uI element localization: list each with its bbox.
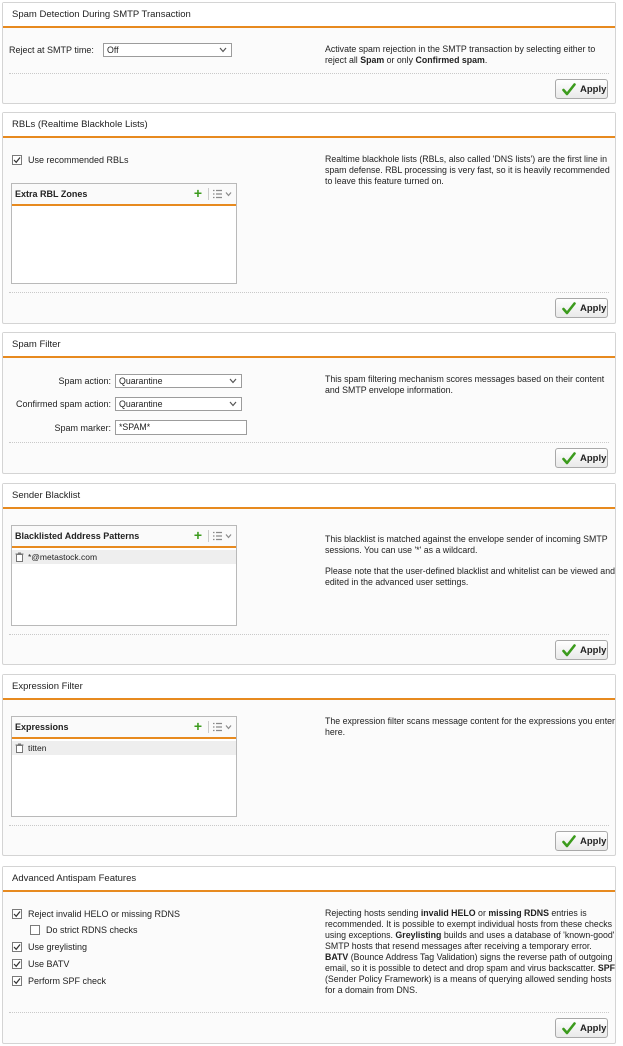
list-item-text: *@metastock.com (28, 552, 98, 562)
spam-filter-panel (2, 332, 616, 474)
reject-select-value: Off (107, 45, 119, 55)
checkmark-icon (562, 1022, 576, 1035)
use-greylisting-label: Use greylisting (28, 942, 88, 952)
sender-blacklist-panel (2, 483, 616, 665)
strict-rdns-checkbox[interactable] (30, 925, 40, 935)
expressions-list (11, 716, 237, 817)
add-icon[interactable]: + (193, 718, 202, 734)
spf-check-label: Perform SPF check (28, 976, 107, 986)
checkmark-icon (13, 960, 21, 968)
expression-filter-title: Expression Filter (3, 675, 615, 700)
spam-action-value: Quarantine (119, 376, 163, 386)
spam-filter-apply-button[interactable] (555, 448, 608, 468)
reject-select[interactable] (103, 43, 232, 57)
expression-apply-button[interactable] (555, 831, 608, 851)
checkmark-icon (562, 302, 576, 315)
rbl-description: Realtime blackhole lists (RBLs, also called 'DNS lists') are the first line in spam defense. RBL processing is very fast, so it is heavily recommended to leave this feature turned on. (325, 154, 610, 186)
list-menu-icon[interactable] (212, 531, 232, 541)
list-item[interactable] (12, 550, 236, 564)
use-batv-checkbox[interactable] (12, 959, 22, 969)
list-item-text: titten (28, 743, 47, 753)
use-batv-label: Use BATV (28, 959, 70, 969)
blacklist-patterns-list (11, 525, 237, 626)
apply-label: Apply (580, 84, 607, 95)
blacklist-patterns-title: Blacklisted Address Patterns (15, 531, 140, 541)
confirmed-spam-action-select[interactable] (115, 397, 242, 411)
use-recommended-rbls-checkbox[interactable] (12, 155, 22, 165)
chevron-down-icon (229, 378, 237, 384)
checkmark-icon (13, 943, 21, 951)
advanced-antispam-title: Advanced Antispam Features (3, 867, 615, 892)
advanced-description: Rejecting hosts sending invalid HELO or missing RDNS entries is recommended. It is possible to exempt individual hosts from these checks using exceptions. Greylisting builds and uses a database of 'known-good' SMTP hosts that resend messages after receiving a temporary error. BATV (Bounce Address Tag Validation) signs the reverse path of outgoing email, so it is possible to detect and drop spam and virus backscatter. SPF (Sender Policy Framework) is a means of querying allowed sending hosts for a domain from DNS. (325, 908, 615, 995)
apply-label: Apply (580, 645, 607, 656)
blacklist-apply-button[interactable] (555, 640, 608, 660)
add-icon[interactable]: + (193, 185, 202, 201)
rbl-apply-button[interactable] (555, 298, 608, 318)
spam-filter-title: Spam Filter (3, 333, 615, 358)
checkmark-icon (562, 452, 576, 465)
spam-action-label: Spam action: (58, 376, 111, 386)
confirmed-spam-action-label: Confirmed spam action: (15, 399, 111, 409)
sender-blacklist-title: Sender Blacklist (3, 484, 615, 509)
rbl-panel (2, 112, 616, 324)
reject-invalid-helo-label: Reject invalid HELO or missing RDNS (28, 909, 181, 919)
apply-label: Apply (580, 303, 607, 314)
spf-check-checkbox[interactable] (12, 976, 22, 986)
list-menu-icon[interactable] (212, 189, 232, 199)
smtp-apply-button[interactable] (555, 79, 608, 99)
advanced-antispam-panel (2, 866, 616, 1044)
checkmark-icon (562, 83, 576, 96)
spam-filter-description: This spam filtering mechanism scores messages based on their content and SMTP envelope information. (325, 374, 605, 395)
spam-marker-label: Spam marker: (54, 423, 111, 433)
add-icon[interactable]: + (193, 527, 202, 543)
spam-marker-input[interactable]: *SPAM* (115, 420, 247, 435)
extra-rbl-zones-list (11, 183, 237, 284)
expression-filter-panel (2, 674, 616, 856)
smtp-description: Activate spam rejection in the SMTP transaction by selecting either to reject all Spam or only Confirmed spam. (325, 44, 596, 65)
reject-invalid-helo-checkbox[interactable] (12, 909, 22, 919)
expressions-title: Expressions (15, 722, 69, 732)
apply-label: Apply (580, 1023, 607, 1034)
blacklist-description-2: Please note that the user-defined blacklist and whitelist can be viewed and edited in the advanced user settings. (325, 566, 615, 587)
trash-icon[interactable] (15, 743, 24, 753)
list-item[interactable] (12, 741, 236, 755)
reject-label: Reject at SMTP time: (9, 45, 94, 55)
advanced-apply-button[interactable] (555, 1018, 608, 1038)
apply-label: Apply (580, 453, 607, 464)
smtp-panel (2, 2, 616, 104)
extra-rbl-zones-title: Extra RBL Zones (15, 189, 88, 199)
use-recommended-rbls-label: Use recommended RBLs (28, 155, 129, 165)
trash-icon[interactable] (15, 552, 24, 562)
checkmark-icon (562, 644, 576, 657)
strict-rdns-label: Do strict RDNS checks (46, 925, 138, 935)
chevron-down-icon (229, 401, 237, 407)
list-menu-icon[interactable] (212, 722, 232, 732)
rbl-panel-title: RBLs (Realtime Blackhole Lists) (3, 113, 615, 138)
use-greylisting-checkbox[interactable] (12, 942, 22, 952)
spam-action-select[interactable] (115, 374, 242, 388)
checkmark-icon (13, 156, 21, 164)
blacklist-description-1: This blacklist is matched against the envelope sender of incoming SMTP sessions. You can use '*' as a wildcard. (325, 534, 608, 555)
apply-label: Apply (580, 836, 607, 847)
checkmark-icon (562, 835, 576, 848)
confirmed-spam-action-value: Quarantine (119, 399, 163, 409)
expression-description: The expression filter scans message content for the expressions you enter here. (325, 716, 615, 737)
checkmark-icon (13, 910, 21, 918)
smtp-panel-title: Spam Detection During SMTP Transaction (3, 3, 615, 28)
checkmark-icon (13, 977, 21, 985)
chevron-down-icon (219, 47, 227, 53)
